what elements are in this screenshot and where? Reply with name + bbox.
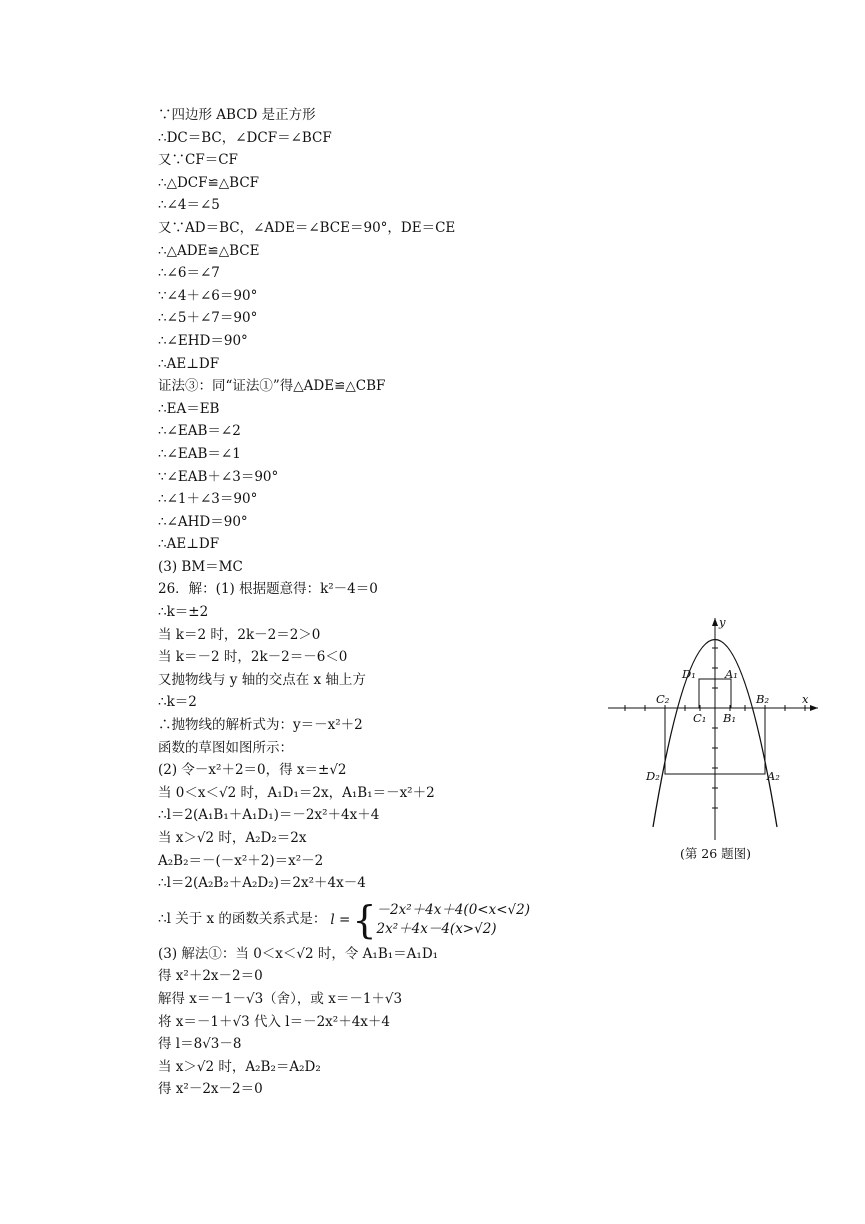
text-line: ∴∠6＝∠7 [158, 265, 220, 282]
label-b1: B₁ [723, 711, 737, 725]
text-line: 证法③：同“证法①”得△ADE≌△CBF [158, 378, 386, 395]
text-line: ∴k＝±2 [158, 604, 209, 621]
parabola-figure [608, 612, 823, 862]
label-y: y [719, 615, 726, 629]
text-line: 得 x²＋2x－2＝0 [158, 968, 263, 985]
text-line: ∴l＝2(A₁B₁＋A₁D₁)＝－2x²＋4x＋4 [158, 807, 380, 824]
text-line: ∴△DCF≌△BCF [158, 174, 260, 191]
text-line: 解得 x＝－1－√3（舍），或 x＝－1＋√3 [158, 990, 403, 1007]
text-line: 又∵AD＝BC，∠ADE＝∠BCE＝90°，DE＝CE [158, 219, 456, 236]
piecewise-expression [330, 895, 530, 944]
piecewise-case1: －2x²＋4x＋4(0<x<√2) [376, 901, 530, 918]
text-line: 函数的草图如图所示： [158, 739, 293, 756]
text-line: ∴抛物线的解析式为：y＝－x²＋2 [158, 717, 363, 734]
parabola-sketch [608, 612, 823, 842]
solution-text [158, 104, 588, 1101]
label-d2: D₂ [646, 769, 660, 783]
text-line: 当 k＝－2 时，2k－2＝－6＜0 [158, 649, 348, 666]
text-line: (3) BM＝MC [158, 558, 243, 575]
label-a1: A₁ [725, 667, 738, 681]
text-line: ∵∠EAB＋∠3＝90° [158, 468, 279, 485]
label-x: x [802, 692, 809, 706]
piecewise-line [158, 895, 588, 943]
text-line: ∴∠EAB＝∠1 [158, 445, 241, 462]
text-line: 得 x²－2x－2＝0 [158, 1081, 263, 1098]
text-line: ∴∠EHD＝90° [158, 332, 248, 349]
text-line: ∴∠AHD＝90° [158, 513, 248, 530]
text-line: 当 x＞√2 时，A₂D₂＝2x [158, 830, 307, 846]
label-c2: C₂ [656, 692, 670, 706]
text-line: ∴∠EAB＝∠2 [158, 423, 241, 440]
text-line: 又∵CF＝CF [158, 152, 238, 169]
piecewise-lead: ∴l 关于 x 的函数关系式是： [158, 910, 327, 927]
text-line: ∴△ADE≌△BCE [158, 242, 260, 259]
text-line: ∴k＝2 [158, 694, 197, 711]
label-d1: D₁ [682, 667, 696, 681]
text-line: 当 k＝2 时，2k－2＝2＞0 [158, 626, 321, 643]
x-axis-arrow [810, 705, 818, 711]
text-line: ∴EA＝EB [158, 400, 220, 417]
text-line: 当 0＜x＜√2 时，A₁D₁＝2x，A₁B₁＝－x²＋2 [158, 784, 435, 801]
text-line: ∴l＝2(A₂B₂＋A₂D₂)＝2x²＋4x－4 [158, 875, 366, 892]
text-line: ∴DC＝BC，∠DCF＝∠BCF [158, 129, 332, 146]
text-line: 得 l＝8√3－8 [158, 1036, 242, 1053]
text-line: ∵∠4＋∠6＝90° [158, 287, 258, 304]
label-c1: C₁ [693, 711, 707, 725]
text-line: ∴AE⊥DF [158, 536, 220, 553]
piecewise-case2: 2x²＋4x－4(x>√2) [376, 920, 497, 937]
text-line: ∵四边形 ABCD 是正方形 [158, 107, 316, 123]
text-line: (3) 解法①：当 0＜x＜√2 时，令 A₁B₁＝A₁D₁ [158, 945, 439, 962]
text-line: 将 x＝－1＋√3 代入 l＝－2x²＋4x＋4 [158, 1013, 390, 1030]
y-axis-arrow [712, 618, 718, 626]
text-line: 又抛物线与 y 轴的交点在 x 轴上方 [158, 671, 366, 688]
label-b2: B₂ [756, 692, 770, 706]
text-line: A₂B₂＝－(－x²＋2)＝x²－2 [158, 852, 324, 869]
text-line: (2) 令－x²＋2＝0，得 x＝±√2 [158, 762, 347, 779]
piecewise-lhs: l = [330, 911, 351, 928]
text-line: 当 x＞√2 时，A₂B₂＝A₂D₂ [158, 1058, 321, 1075]
text-line: 26．解：(1) 根据题意得：k²－4＝0 [158, 581, 378, 598]
figure-caption: (第 26 题图) [679, 846, 752, 861]
text-line: ∴AE⊥DF [158, 355, 220, 372]
left-brace: { [352, 897, 377, 942]
text-line: ∴∠5＋∠7＝90° [158, 310, 258, 327]
text-line: ∴∠1＋∠3＝90° [158, 491, 258, 508]
label-a2: A₂ [767, 769, 780, 783]
piecewise-cases [377, 901, 530, 939]
text-line: ∴∠4＝∠5 [158, 197, 220, 214]
